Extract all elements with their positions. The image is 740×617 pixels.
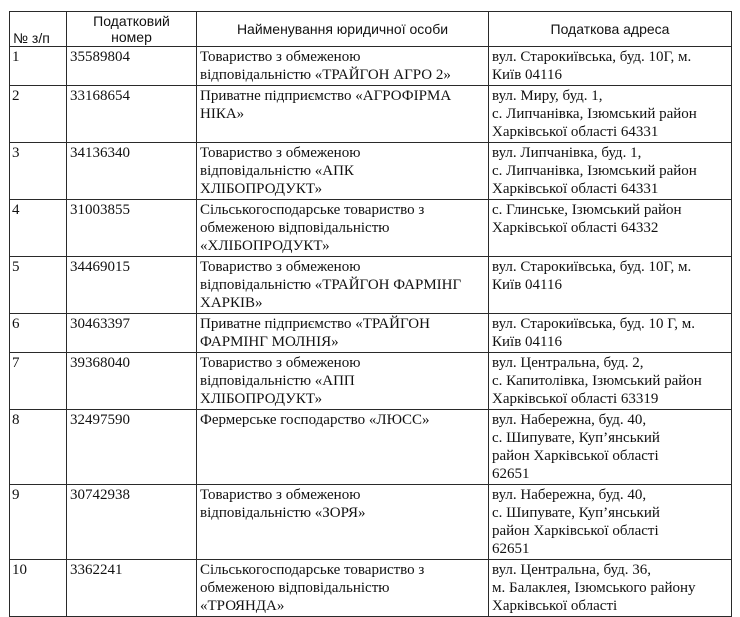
row-tax-number: 3362241: [67, 560, 197, 617]
row-number: 4: [10, 200, 67, 257]
table-body: [10, 47, 732, 617]
row-entity-name: Приватне підприємство «ТРАЙГОН ФАРМІНГ МОЛНІЯ»: [197, 314, 489, 353]
row-number: 5: [10, 257, 67, 314]
row-entity-name: Приватне підприємство «АГРОФІРМА НІКА»: [197, 86, 489, 143]
row-entity-name: Товариство з обмеженою відповідальністю «ТРАЙГОН ФАРМІНГ ХАРКІВ»: [197, 257, 489, 314]
row-entity-name: Фермерське господарство «ЛЮСС»: [197, 410, 489, 485]
row-entity-name: Сільськогосподарське товариство з обмеженою відповідальністю «ХЛІБОПРОДУКТ»: [197, 200, 489, 257]
row-number: 1: [10, 47, 67, 86]
row-tax-address: вул. Центральна, буд. 36, м. Балаклея, Ізюмського району Харківської області: [489, 560, 732, 617]
table-row: [10, 86, 732, 143]
row-tax-number: 35589804: [67, 47, 197, 86]
row-tax-address: вул. Набережна, буд. 40, с. Шипувате, Куп’янський район Харківської області 62651: [489, 485, 732, 560]
row-entity-name: Товариство з обмеженою відповідальністю «АПП ХЛІБОПРОДУКТ»: [197, 353, 489, 410]
table-row: [10, 200, 732, 257]
row-tax-address: вул. Липчанівка, буд. 1, с. Липчанівка, Ізюмський район Харківської області 64331: [489, 143, 732, 200]
row-number: 8: [10, 410, 67, 485]
row-tax-address: вул. Миру, буд. 1, с. Липчанівка, Ізюмський район Харківської області 64331: [489, 86, 732, 143]
row-number: 9: [10, 485, 67, 560]
row-number: 2: [10, 86, 67, 143]
header-row: [10, 12, 732, 47]
row-number: 6: [10, 314, 67, 353]
row-entity-name: Сільськогосподарське товариство з обмеженою відповідальністю «ТРОЯНДА»: [197, 560, 489, 617]
row-number: 10: [10, 560, 67, 617]
table-row: [10, 410, 732, 485]
document-page: [9, 11, 731, 617]
table-row: [10, 485, 732, 560]
table-row: [10, 353, 732, 410]
header-number: № з/п: [10, 12, 67, 47]
table-header: [10, 12, 732, 47]
table-row: [10, 47, 732, 86]
row-tax-number: 32497590: [67, 410, 197, 485]
row-tax-number: 30742938: [67, 485, 197, 560]
row-entity-name: Товариство з обмеженою відповідальністю «ЗОРЯ»: [197, 485, 489, 560]
row-tax-address: вул. Набережна, буд. 40, с. Шипувате, Куп’янський район Харківської області 62651: [489, 410, 732, 485]
row-tax-number: 30463397: [67, 314, 197, 353]
table-row: [10, 314, 732, 353]
header-tax-address: Податкова адреса: [489, 12, 732, 47]
row-tax-number: 39368040: [67, 353, 197, 410]
row-tax-address: вул. Старокиївська, буд. 10Г, м. Київ 04116: [489, 47, 732, 86]
table-row: [10, 143, 732, 200]
table-row: [10, 257, 732, 314]
header-entity-name: Найменування юридичної особи: [197, 12, 489, 47]
row-tax-number: 34136340: [67, 143, 197, 200]
row-tax-address: вул. Старокиївська, буд. 10 Г, м. Київ 04116: [489, 314, 732, 353]
header-tax-number: Податковий номер: [67, 12, 197, 47]
row-entity-name: Товариство з обмеженою відповідальністю «АПК ХЛІБОПРОДУКТ»: [197, 143, 489, 200]
table-row: [10, 560, 732, 617]
row-tax-address: с. Глинське, Ізюмський район Харківської області 64332: [489, 200, 732, 257]
row-tax-address: вул. Старокиївська, буд. 10Г, м. Київ 04116: [489, 257, 732, 314]
row-number: 7: [10, 353, 67, 410]
row-number: 3: [10, 143, 67, 200]
row-tax-address: вул. Центральна, буд. 2, с. Капитолівка, Ізюмський район Харківської області 63319: [489, 353, 732, 410]
legal-entities-table: [9, 11, 732, 617]
row-tax-number: 31003855: [67, 200, 197, 257]
row-entity-name: Товариство з обмеженою відповідальністю «ТРАЙГОН АГРО 2»: [197, 47, 489, 86]
row-tax-number: 33168654: [67, 86, 197, 143]
row-tax-number: 34469015: [67, 257, 197, 314]
